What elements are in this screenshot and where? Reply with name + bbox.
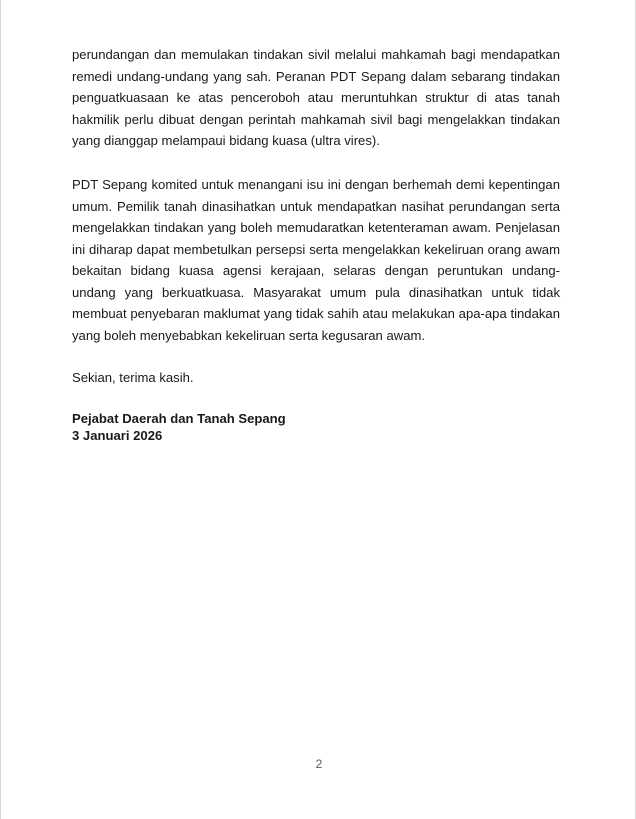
signature-office: Pejabat Daerah dan Tanah Sepang bbox=[72, 411, 286, 426]
body-paragraph: PDT Sepang komited untuk menangani isu ini dengan berhemah demi kepentingan umum. Pemilik tanah dinasihatkan untuk mendapatkan nasihat perundangan serta mengelakkan tindakan yang boleh memudaratkan ketenteraman awam. Penjelasan ini diharap dapat membetulkan persepsi serta mengelakkan kekeliruan orang awam bekaitan bidang kuasa agensi kerajaan, selaras dengan peruntukan undang-undang yang berkuatkuasa. Masyarakat umum pula dinasihatkan untuk tidak membuat penyebaran maklumat yang tidak sahih atau melakukan apa-apa tindakan yang boleh menyebabkan kekeliruan serta kegusaran awam. bbox=[72, 177, 560, 343]
signature-date: 3 Januari 2026 bbox=[72, 428, 163, 443]
page-number: 2 bbox=[315, 757, 323, 771]
closing-line: Sekian, terima kasih. bbox=[72, 370, 194, 385]
body-paragraph: perundangan dan memulakan tindakan sivil melalui mahkamah bagi mendapatkan remedi undang-undang yang sah. Peranan PDT Sepang dalam sebarang tindakan penguatkuasaan ke atas penceroboh atau meruntuhkan struktur di atas tanah hakmilik perlu dibuat dengan perintah mahkamah sivil bagi mengelakkan tindakan yang dianggap melampaui bidang kuasa (ultra vires). bbox=[72, 47, 560, 148]
signature-block bbox=[72, 410, 286, 444]
